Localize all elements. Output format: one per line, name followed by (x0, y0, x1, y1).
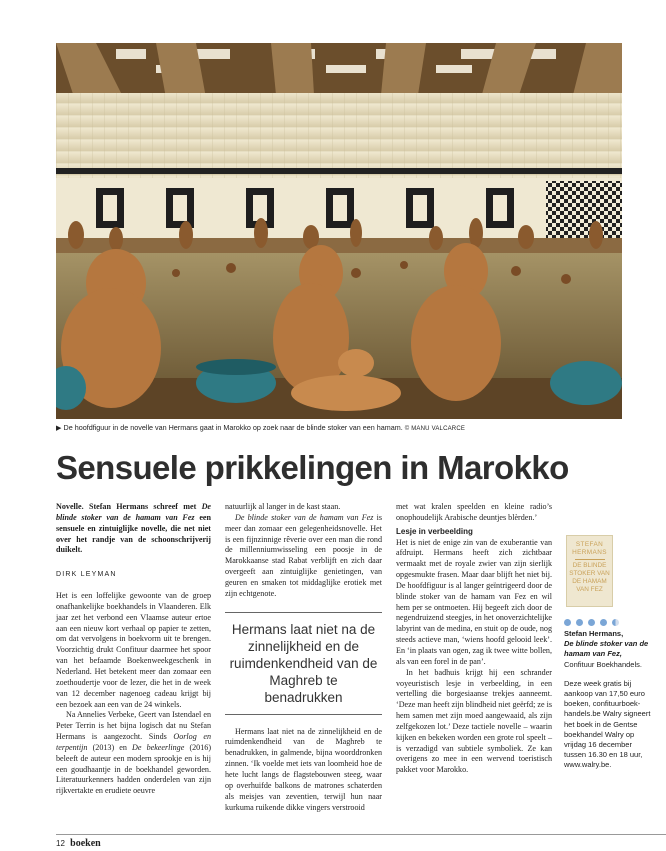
article-headline: Sensuele prikkelingen in Marokko (56, 449, 569, 486)
body-text: Na Annelies Verbeke, Geert van Istendael en Peter Terrin is het bijna logisch dat nu Stefan Hermans is aangezocht. Sinds (56, 710, 211, 742)
rating-dot-full (576, 619, 583, 626)
magazine-name: boeken (70, 838, 101, 849)
cover-title-line: VAN FEZ (576, 586, 603, 593)
lead-kicker: Novelle. (56, 502, 84, 511)
body-text: is meer dan zomaar een gelegenheidsnovelle. Het is een fijnzinnige rêverie over een man die rond de millenniumwisseling een poosje in de Marokkaanse stad Rabat verblijft en zich daar overgeeft aan zintuiglijke genietingen, van geuren en smaken tot middaglijke erotiek met zijn echtgenote. (225, 512, 382, 598)
rating-dot-full (600, 619, 607, 626)
rating-dot-half (612, 619, 619, 626)
body-paragraph: Hermans laat niet na de zinnelijkheid en de ruimdenkendheid van de Maghreb te benadrukken, in galmende, bijna woorddronken zinnen. ‘Ik voelde met iets van loomheid hoe de hete lucht langs de flagstebouwen steeg, waar op overhuifde balkons de matrones schaterden als meisjes van zeventien, terwijl hun naar kurkuma ruikende dikke vingers verstrooid (225, 726, 382, 812)
hamam-photo (56, 43, 622, 419)
rating-dot-full (564, 619, 571, 626)
body-paragraph: natuurlijk al langer in de kast staan. (225, 502, 341, 511)
lead-book-title: De blinde stoker van de hamam van Fez (56, 502, 212, 522)
body-text: (2013) en (92, 742, 127, 752)
byline: DIRK LEYMAN (56, 571, 117, 579)
footer-rule (56, 834, 666, 835)
body-paragraph: Het is niet de enige zin van de exuberantie van afdruipt. Hermans heeft zich zichtbaar vermaakt met de royale zwier van zijn sierlijk opgesmukte frasen. Maar daar blijft het niet bij. De hoofdfiguur is al langer geïntrigeerd door de blinde stoker van de hamam van Fez en wil hem per se ontmoeten. Hij begeeft zich door de negendruizend steegjes, in het onoverzichtelijke labyrint van de medina, en stuit op de oude, nog steeds actieve man, ‘wiens hoofd gelooid leek’. En ‘in plaats van ogen, zag ik twee witte bollen, als van een forel in de pan’. (396, 537, 552, 666)
column-2 (225, 502, 382, 813)
body-text: (2016) beleeft de auteur een modern sprookje en is hij een goudhaantje in de boekhandel geworden. Literatuurkenners hadden onderdelen van zijn rijkvertakte en erudiete oeuvre (56, 742, 212, 796)
photo-credit: © MANU VALCARCE (404, 426, 466, 432)
sidebar-publisher: Confituur Boekhandels. (564, 659, 642, 669)
book-title-ref: Oorlog en terpentijn (56, 732, 211, 752)
sidebar-title-text: De blinde stoker van de hamam van Fez, (564, 639, 649, 659)
sidebar-book-title (564, 639, 652, 659)
cover-author-first: STEFAN (575, 541, 604, 548)
book-title-ref: De bekeerlinge (132, 742, 185, 752)
book-cover (566, 535, 613, 607)
column-1 (56, 502, 211, 797)
book-info-sidebar (564, 629, 652, 771)
photo-caption (56, 423, 622, 432)
sidebar-author: Stefan Hermans, (564, 629, 624, 638)
subheading: Lesje in verbeelding (396, 526, 473, 536)
page-number: 12 (56, 839, 65, 848)
hamam-illustration (56, 43, 622, 419)
body-paragraph (225, 513, 382, 600)
book-title-ref: De blinde stoker van de hamam van Fez (235, 512, 374, 522)
column-3 (396, 502, 552, 776)
body-paragraph: met wat kralen speelden en kleine radio’s onophoudelijk Arabische deuntjes blèrden.’ (396, 502, 552, 522)
lead-paragraph (56, 502, 211, 556)
sidebar-info: Deze week gratis bij aankoop van 17,50 euro boeken, confituurboek-handels.be Walry signeert het boek in de Gentse boekhandel Walry op vrijdag 16 december tussen 16.30 en 18 uur, www.walry.be. (564, 678, 651, 770)
caption-text: De hoofdfiguur in de novelle van Hermans gaat in Marokko op zoek naar de blinde stoker van een hamam. (63, 423, 403, 432)
body-paragraph (56, 710, 211, 797)
cover-divider (575, 559, 605, 560)
caption-arrow-icon: ▶ (56, 423, 62, 432)
cover-title-line: DE HAMAM (572, 578, 607, 585)
pull-quote: Hermans laat niet na de zinnelijkheid en de ruimdenkendheid van de Maghreb te benadrukken (225, 612, 382, 715)
lead-text-b: een sensuele en zintuiglijke novelle, die net niet over het randje van de schoonschrijverij duikelt. (56, 512, 211, 555)
lead-text-a: Stefan Hermans schreef met (88, 502, 197, 511)
cover-title-line: DE BLINDE (572, 562, 607, 569)
page-folio (56, 838, 101, 849)
star-rating (564, 613, 620, 621)
body-paragraph: In het badhuis krijgt hij een schrander voyeuristisch lesje in verbeelding, in een vertelling die borgesiaanse trekjes aanneemt. ‘Deze man heeft zijn blindheid niet geërfd; ze is hem samen met zijn moed aangewaaid, als zijn zelfgekozen lot.’ Deze tactiele novelle – waarin kijken en bekeken worden een grote rol speelt – is verzadigd van subtiele symboliek. Ze kan overigens zo mee in een wervend toeristisch pakket voor Marokko. (396, 667, 552, 775)
rating-dot-full (588, 619, 595, 626)
cover-author-last: HERMANS (572, 549, 607, 556)
body-paragraph: Het is een loffelijke gewoonte van de groep onafhankelijke boekhandels in Vlaanderen. Elk jaar zet het verbond een Vlaamse auteur ertoe aan een nieuw kort verhaal op papier te zetten, om dat vervolgens in boekvorm uit te brengen. Voorzichtig drukt Confituur daarmee het spoor van het befaamde Boekenweekgeschenk in Nederland. Het betekent meer dan zomaar een zoethoudertje voor de lezer, die het in de week van 12 december nagenoeg cadeau krijgt bij een bezoek aan een van de 24 winkels. (56, 591, 211, 709)
cover-title-line: STOKER VAN (569, 570, 610, 577)
